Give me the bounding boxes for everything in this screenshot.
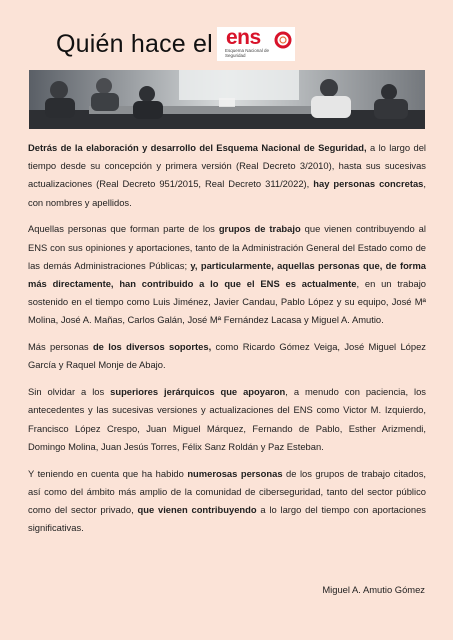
text-run: Más personas [28, 341, 93, 353]
paragraph [28, 383, 426, 456]
bold-text-run: hay personas concretas [313, 178, 424, 190]
text-run: , en un trabajo sostenido en el tiempo como Luis Jiménez, Javier Candau, Pablo López y su equipo, José Mª Molina, José A. Mañas, Carlos Galán, José Mª Fernández Lacasa y Miguel A. Amutio. [28, 278, 426, 326]
header [0, 0, 453, 70]
page-title: Quién hace el [56, 30, 213, 58]
text-run: como Ricardo Gómez Veiga, José Miguel López García y Raquel Monje de Abajo. [28, 341, 426, 371]
bold-text-run: que vienen contribuyendo [137, 504, 257, 516]
bold-text-run: de los diversos soportes, [92, 341, 212, 353]
text-run: , a menudo con paciencia, los antecedentes y las sucesivas versiones y actualizaciones del ENS como Victor M. Izquierdo, Francisco López Crespo, Juan Miguel Márquez, Fernando de Pablo, Esther Arizmendi, Domingo Molina, Juan Jesús Torres, Félix Sanz Roldán y Paz Esteban. [28, 386, 426, 452]
text-run: que vienen contribuyendo al ENS con sus opiniones y aportaciones, tanto de la Administración General del Estado como de las demás Administraciones Públicas; [28, 223, 426, 271]
text-run: a lo largo del tiempo con aportaciones significativas. [28, 504, 426, 534]
signature: Miguel A. Amutio Gómez [322, 584, 425, 595]
text-run: de los grupos de trabajo citados, así como del ámbito más amplio de la comunidad de ciberseguridad, tanto del sector público como del sector privado, [28, 467, 426, 516]
text-run: Aquellas personas que forman parte de los [28, 223, 219, 235]
bold-text-run: numerosas personas [187, 467, 283, 479]
text-run: Y teniendo en cuenta que ha habido [28, 467, 188, 479]
paragraph [28, 465, 426, 538]
photo-illustration [29, 70, 425, 129]
document-body [28, 139, 426, 546]
text-run: Sin olvidar a los [28, 386, 111, 398]
bold-text-run: grupos de trabajo [218, 223, 301, 235]
paragraph [28, 139, 426, 212]
text-run: a lo largo del tiempo desde su concepción y primera versión (Real Decreto 3/2010), hasta sus sucesivas actualizaciones (Real Decreto 951/2015, Real Decreto 311/2022), [28, 142, 426, 190]
bold-text-run: y, particularmente, aquellas personas que, de forma más directamente, han contribuido a lo que el ENS es actualmente [28, 259, 426, 290]
logo-wordmark: ens [226, 26, 261, 49]
ens-logo [217, 27, 295, 61]
paragraph [28, 338, 426, 374]
bold-text-run: superiores jerárquicos que apoyaron [110, 386, 286, 398]
logo-ring-icon [273, 30, 293, 50]
logo-subtitle: Esquema Nacional de Seguridad [225, 48, 270, 58]
text-run: , con nombres y apellidos. [28, 178, 427, 208]
paragraph [28, 220, 426, 329]
bold-text-run: Detrás de la elaboración y desarrollo del Esquema Nacional de Seguridad, [28, 142, 367, 153]
office-meeting-photo [29, 70, 425, 129]
